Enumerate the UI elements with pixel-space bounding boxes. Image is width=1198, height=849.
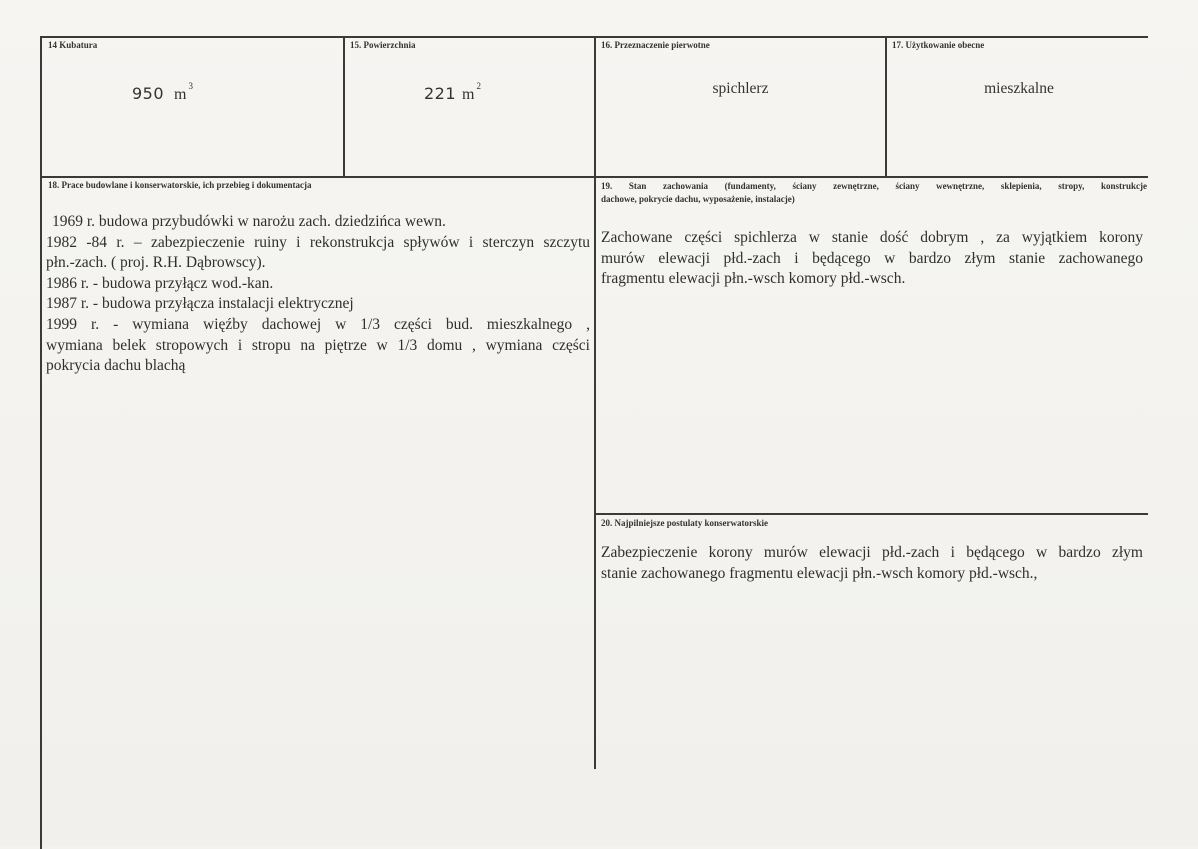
powierzchnia-label: 15. Powierzchnia (350, 40, 416, 50)
prace-line: 1969 r. budowa przybudówki w narożu zach. dziedzińca wewn. (52, 213, 446, 230)
prace-label: 18. Prace budowlane i konserwatorskie, ich przebieg i dokumentacja (48, 180, 312, 190)
kubatura-label: 14 Kubatura (48, 40, 98, 50)
rule-left (40, 36, 42, 849)
stan-text (601, 228, 1143, 290)
kubatura-value (132, 81, 193, 104)
postulaty-line: stanie zachowanego fragmentu elewacji płn.-wsch komory płd.-wsch., (601, 564, 1038, 582)
uzytkowanie-label: 17. Użytkowanie obecne (892, 40, 985, 50)
powierzchnia-number: 221 (424, 84, 457, 103)
kubatura-unit-power: 3 (188, 81, 193, 91)
prace-line: 1982 -84 r. – zabezpieczenie ruiny i rekonstrukcja spływów i sterczyn szczytu (46, 233, 590, 251)
stan-line: Zachowane części spichlerza w stanie dość dobrym , za wyjątkiem korony (601, 229, 1143, 246)
przeznaczenie-label: 16. Przeznaczenie pierwotne (601, 40, 710, 50)
rule-col3 (885, 36, 887, 177)
powierzchnia-unit: m $^2$ (462, 81, 481, 103)
prace-line: 1986 r. - budowa przyłącz wod.-kan. (46, 274, 274, 292)
prace-line: pokrycia dachu blachą (46, 357, 186, 375)
prace-line: płn.-zach. ( proj. R.H. Dąbrowscy). (46, 254, 266, 272)
uzytkowanie-value: mieszkalne (984, 80, 1054, 97)
stan-label-line1: 19. Stan zachowania (fundamenty, ściany zewnętrzne, ściany wewnętrzne, sklepienia, stropy, konstrukcje (601, 181, 1147, 191)
postulaty-line: Zabezpieczenie korony murów elewacji płd.-zach i będącego w bardzo złym (601, 544, 1143, 561)
przeznaczenie-value: spichlerz (712, 80, 769, 97)
prace-line: 1999 r. - wymiana więźby dachowej w 1/3 części bud. mieszkalnego , (46, 315, 590, 333)
rule-mid (594, 36, 596, 769)
rule-col1 (343, 36, 345, 177)
powierzchnia-unit-power: 2 (476, 81, 481, 91)
prace-text (46, 212, 590, 377)
stan-line: fragmentu elewacji płn.-wsch komory płd.-wsch. (601, 270, 906, 288)
rule-row1 (40, 176, 1148, 178)
stan-label-line2: dachowe, pokrycie dachu, wyposażenie, instalacje) (601, 194, 795, 204)
powierzchnia-value (424, 81, 481, 104)
stan-line: murów elewacji płd.-zach i będącego w bardzo złym stanie zachowanego (601, 249, 1143, 267)
kubatura-unit: m $^3$ (174, 81, 193, 103)
prace-line: wymiana belek stropowych i stropu na piętrze w 1/3 domu , wymiana części (46, 336, 590, 354)
prace-line: 1987 r. - budowa przyłącza instalacji elektrycznej (46, 295, 354, 313)
postulaty-text (601, 543, 1143, 584)
kubatura-number: 950 (132, 84, 165, 103)
rule-row19 (594, 513, 1148, 515)
postulaty-label: 20. Najpilniejsze postulaty konserwatorskie (601, 518, 768, 528)
